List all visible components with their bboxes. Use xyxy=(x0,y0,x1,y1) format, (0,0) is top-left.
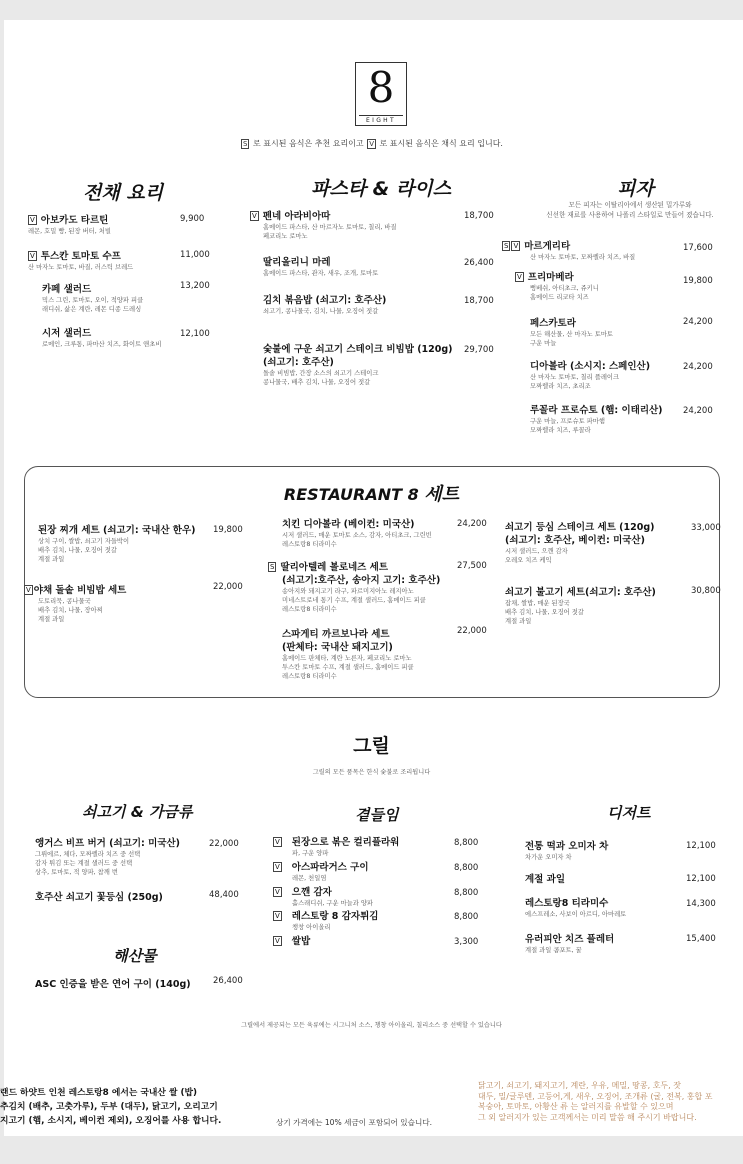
allergy-line: 복숭아, 토마토, 아황산 류 는 알러지를 유발할 수 있으며 xyxy=(478,1102,674,1111)
item-name: 호주산 쇠고기 꽃등심 (250g) xyxy=(35,892,163,903)
vegetarian-tag: V xyxy=(275,937,280,945)
item-desc: 계절 과일 xyxy=(505,618,532,625)
menu-item xyxy=(35,837,180,877)
vegetarian-tag: V xyxy=(275,912,280,920)
item-name: 야채 돌솥 비빔밥 세트 xyxy=(33,585,127,596)
restaurant-logo xyxy=(355,62,407,126)
grill-note: 그릴의 모든 품목은 한식 숯불로 조리됩니다 xyxy=(312,769,431,776)
set-title-en: RESTAURANT 8 xyxy=(283,485,419,504)
item-name: 김치 볶음밥 (쇠고기: 호주산) xyxy=(263,295,387,306)
vegetarian-tag: V xyxy=(26,586,31,594)
item-price: 48,400 xyxy=(209,890,239,900)
item-name-2: (쇠고기: 호주산, 베이컨: 미국산) xyxy=(505,535,645,546)
item-desc: 배추 김치, 나물, 오징어 젓갈 xyxy=(505,609,584,616)
menu-item xyxy=(42,283,143,314)
item-price: 30,800 xyxy=(691,586,721,596)
item-desc: 홈메이드 파스타, 산 마르자노 토마토, 칠리, 바질 xyxy=(263,224,397,231)
item-desc: 페코리노 로마노 xyxy=(263,233,308,240)
menu-item xyxy=(250,210,397,241)
item-name: 된장 찌개 세트 (쇠고기: 국내산 한우) xyxy=(38,525,196,536)
menu-item xyxy=(268,561,440,614)
item-price: 9,900 xyxy=(180,214,205,224)
item-name-2: (판체타: 국내산 돼지고기) xyxy=(282,642,393,653)
item-price: 8,800 xyxy=(454,838,479,848)
item-desc: 구운 마늘 xyxy=(530,340,557,347)
menu-item xyxy=(282,518,432,549)
menu-item xyxy=(530,404,663,435)
item-desc: 감자 튀김 또는 계절 샐러드 중 선택 xyxy=(35,860,133,867)
item-name: 페스카토라 xyxy=(530,318,576,329)
origin-line: 추김치 (배추, 고춧가루), 두부 (대두), 닭고기, 오리고기 xyxy=(0,1102,218,1112)
item-name: 유러피안 치즈 플레터 xyxy=(525,934,615,945)
set-title-ko: 세트 xyxy=(424,484,460,505)
vegetarian-tag: V xyxy=(275,863,280,871)
item-price: 22,000 xyxy=(209,839,239,849)
item-desc: 오레오 치즈 케익 xyxy=(505,557,552,564)
item-price: 19,800 xyxy=(213,525,243,535)
item-name: 으깬 감자 xyxy=(291,887,332,898)
item-desc: 홀스래디쉬, 구운 마늘과 양파 xyxy=(292,900,373,907)
menu-item xyxy=(282,628,414,681)
menu-item xyxy=(35,978,191,991)
item-price: 12,100 xyxy=(686,874,716,884)
item-name: 치킨 디아볼라 (베이컨: 미국산) xyxy=(282,519,415,530)
menu-item xyxy=(525,873,565,886)
allergy-line: 닭고기, 쇠고기, 돼지고기, 계란, 우유, 메밀, 땅콩, 호두, 잣 xyxy=(478,1081,681,1090)
menu-item xyxy=(273,935,310,948)
item-desc: 산 마자노 토마토, 모짜렐라 치즈, 바질 xyxy=(530,254,636,261)
item-name: 앵거스 비프 버거 (쇠고기: 미국산) xyxy=(35,838,181,849)
item-name: 계절 과일 xyxy=(525,874,566,885)
allergy-line: 그 외 알러지가 있는 고객께서는 미리 말씀 해 주시기 바랍니다. xyxy=(478,1112,697,1122)
item-desc: 시저 샐러드, 으깬 감자 xyxy=(505,548,568,555)
item-desc: 로메인, 크루통, 파마산 치즈, 화이트 앤초비 xyxy=(42,341,162,348)
menu-item xyxy=(273,861,369,883)
allergy-line: 대두, 밀/글루텐, 고등어,게, 새우, 오징어, 조개류 (굴, 전복, 홍합 포 xyxy=(478,1091,713,1101)
menu-item xyxy=(263,256,378,278)
item-price: 29,700 xyxy=(464,345,494,355)
item-desc: 콩나물국, 배추 김치, 나물, 오징어 젓갈 xyxy=(263,379,371,386)
item-desc: 투스칸 토마토 수프, 계절 샐러드, 홈메이드 피클 xyxy=(282,664,414,671)
item-price: 11,000 xyxy=(180,250,210,260)
beef-title: 쇠고기 & 가금류 xyxy=(82,803,193,821)
item-price: 8,800 xyxy=(454,863,479,873)
vegetarian-tag: V xyxy=(369,140,374,148)
item-name: 스파게티 까르보나라 세트 xyxy=(282,629,390,640)
item-price: 24,200 xyxy=(683,317,713,327)
seafood-title: 해산물 xyxy=(113,947,157,965)
origin-line: 지고기 (햄, 소시지, 베이컨 제외), 오징어를 사용 합니다. xyxy=(0,1116,222,1126)
item-price: 22,000 xyxy=(213,582,243,592)
recommended-tag: S xyxy=(243,140,248,148)
item-desc: 홈메이드 파스타, 관자, 새우, 조개, 토마토 xyxy=(263,270,379,277)
item-desc: 뻥베쉬, 아티초크, 쥬키니 xyxy=(530,285,599,292)
item-desc: 래디쉬, 삶은 계란, 레몬 디종 드레싱 xyxy=(42,306,142,313)
item-name: 프리마베라 xyxy=(527,272,574,283)
menu-item xyxy=(38,524,196,564)
recommended-tag: S xyxy=(504,242,509,250)
item-desc: 레몬, 호밀 빵, 된장 버터, 처빌 xyxy=(28,228,111,235)
item-price: 26,400 xyxy=(213,976,243,986)
menu-item xyxy=(505,586,656,626)
pizza-note xyxy=(520,200,740,220)
item-name: 레스토랑 8 감자튀김 xyxy=(291,911,379,922)
menu-item xyxy=(515,271,599,302)
item-name: 디아볼라 (소시지: 스페인산) xyxy=(530,361,651,372)
menu-item xyxy=(525,840,608,862)
item-price: 22,000 xyxy=(457,626,487,636)
item-price: 19,800 xyxy=(683,276,713,286)
item-desc: 레스토랑8 티라미수 xyxy=(282,673,337,680)
item-price: 12,100 xyxy=(686,841,716,851)
item-desc: 산 마자노 토마토, 칠리 플레이크 xyxy=(530,374,620,381)
item-desc: 미네스트로네 통기 수프, 계절 샐러드, 홈메이드 피클 xyxy=(282,597,426,604)
item-name: 된장으로 볶은 컬리플라워 xyxy=(291,837,400,848)
item-desc: 도토리묵, 콩나물국 xyxy=(38,598,91,605)
item-desc: 상추, 토마토, 적 양파, 참깨 번 xyxy=(35,869,118,876)
desserts-title: 디저트 xyxy=(607,804,651,822)
legend-text-1: 로 표시된 음식은 추천 요리이고 xyxy=(253,139,364,148)
tax-notice: 상기 가격에는 10% 세금이 포함되어 있습니다. xyxy=(276,1118,433,1127)
item-price: 12,100 xyxy=(180,329,210,339)
item-desc: 레몬, 천일염 xyxy=(292,875,327,882)
item-name: 레스토랑8 티라미수 xyxy=(525,898,609,909)
item-desc: 배추 김치, 나물, 오징어 젓갈 xyxy=(38,547,117,554)
menu-item xyxy=(28,214,111,236)
vegetarian-tag: V xyxy=(30,216,35,224)
menu-item xyxy=(263,294,386,316)
item-price: 27,500 xyxy=(457,561,487,571)
menu-item xyxy=(24,584,126,624)
item-desc: 믹스 그린, 토마토, 오이, 적양파 피클 xyxy=(42,297,144,304)
item-desc: 챙창 아이올리 xyxy=(292,924,331,931)
item-desc: 쇠고기, 콩나물국, 김치, 나물, 오징어 젓갈 xyxy=(263,308,379,315)
item-desc: 레스토랑8 티라미수 xyxy=(282,541,337,548)
item-desc: 송아지와 돼지고기 라구, 파르미지아노 레지아노 xyxy=(282,588,414,595)
item-desc: 차가운 오미자 차 xyxy=(525,854,572,861)
item-desc: 상치 구이, 쌀밥, 쇠고기 자들박이 xyxy=(38,538,130,545)
item-price: 18,700 xyxy=(464,296,494,306)
allergy-notice xyxy=(478,1081,713,1123)
set-menu-title xyxy=(0,480,743,506)
menu-item xyxy=(530,317,613,348)
menu-item xyxy=(263,343,453,387)
pasta-title: 파스타 & 라이스 xyxy=(311,178,451,200)
item-price: 26,400 xyxy=(464,258,494,268)
item-name: 마르게리타 xyxy=(524,241,571,252)
item-desc: 산 마자노 토마토, 바질, 러스틱 브레드 xyxy=(28,264,134,271)
menu-item xyxy=(273,886,373,908)
item-desc: 홈메이드 리코타 치즈 xyxy=(530,294,589,301)
item-name: 쇠고기 불고기 세트(쇠고기: 호주산) xyxy=(505,587,656,598)
pizza-note-line: 신선한 재료를 사용하여 나폴리 스타일로 만들어 졌습니다. xyxy=(546,211,714,219)
item-price: 3,300 xyxy=(454,937,479,947)
vegetarian-tag: V xyxy=(252,212,257,220)
item-price: 24,200 xyxy=(683,362,713,372)
item-price: 24,200 xyxy=(457,519,487,529)
item-name: 루꼴라 프로슈토 (햄: 이태리산) xyxy=(530,405,663,416)
item-price: 17,600 xyxy=(683,243,713,253)
item-desc: 시저 샐러드, 매운 토마토 소스, 감자, 아티초크, 그린빈 xyxy=(282,532,432,539)
grill-title: 그릴 xyxy=(353,735,390,757)
item-name: 숯불에 구운 쇠고기 스테이크 비빔밥 (120g) xyxy=(263,344,453,355)
item-desc: 돌솥 비빔밥, 간장 소스의 쇠고기 스테이크 xyxy=(263,370,379,377)
item-price: 14,300 xyxy=(686,899,716,909)
menu-item xyxy=(28,250,133,272)
item-name: 카페 샐러드 xyxy=(42,284,92,295)
legend-text-2: 로 표시된 음식은 채식 요리 입니다. xyxy=(379,139,503,148)
item-name: 쌀밥 xyxy=(291,936,311,947)
item-name-2: (쇠고기:호주산, 송아지 고기: 호주산) xyxy=(282,575,441,586)
item-desc: 모짜렐라 치즈, 초리조 xyxy=(530,383,591,390)
item-desc: 모짜렐라 치즈, 루꼴라 xyxy=(530,427,591,434)
item-name: 펜네 아라비아따 xyxy=(262,211,331,222)
menu-item xyxy=(525,897,626,919)
vegetarian-tag: V xyxy=(513,242,519,250)
item-price: 24,200 xyxy=(683,406,713,416)
vegetarian-tag: V xyxy=(517,273,522,281)
item-name: 딸리아텔레 볼로네즈 세트 xyxy=(280,562,389,573)
item-price: 15,400 xyxy=(686,934,716,944)
item-desc: 홈메이드 판체타, 계란 노른자, 페코리노 로마노 xyxy=(282,655,412,662)
item-name: 전통 떡과 오미자 차 xyxy=(525,841,609,852)
menu-item xyxy=(525,933,614,955)
item-desc: 파, 구운 양파 xyxy=(292,850,329,857)
item-price: 18,700 xyxy=(464,211,494,221)
item-name: 시저 샐러드 xyxy=(42,328,92,339)
item-desc: 잡채, 쌀밥, 매운 된장국 xyxy=(505,600,570,607)
vegetarian-tag: V xyxy=(275,838,280,846)
logo-digit: 8 xyxy=(367,63,395,112)
item-name-2: (쇠고기: 호주산) xyxy=(263,357,334,368)
menu-item xyxy=(505,521,655,565)
item-desc: 계절 과일 콤포트, 꿀 xyxy=(525,947,582,954)
item-desc: 구운 마늘, 프로슈토 파마햄 xyxy=(530,418,605,425)
item-desc: 레스토랑8 티라미수 xyxy=(282,606,337,613)
menu-item xyxy=(273,910,378,932)
menu-item xyxy=(530,360,650,391)
logo-word: EIGHT xyxy=(359,115,403,125)
item-price: 13,200 xyxy=(180,281,210,291)
item-desc: 모든 해산물, 산 마자노 토마토 xyxy=(530,331,614,338)
pizza-note-line: 모든 피자는 이탈리아에서 생산된 밀가루와 xyxy=(568,201,692,209)
item-price: 8,800 xyxy=(454,912,479,922)
item-name: ASC 인증을 받은 연어 구이 (140g) xyxy=(35,979,191,990)
pizza-title: 피자 xyxy=(617,178,654,200)
item-desc: 그뤼에르, 체다, 모짜렐라 치즈 중 선택 xyxy=(35,851,141,858)
vegetarian-tag: V xyxy=(30,252,35,260)
appetizers-title: 전채 요리 xyxy=(83,182,164,204)
menu-item xyxy=(273,836,399,858)
item-name: 쇠고기 등심 스테이크 세트 (120g) xyxy=(505,522,655,533)
item-desc: 계절 과일 xyxy=(38,556,65,563)
menu-item xyxy=(502,240,635,262)
item-desc: 에스프레소, 사보이 아르디, 아마레토 xyxy=(525,911,627,918)
origin-line: 랜드 하얏트 인천 레스토랑8 에서는 국내산 쌀 (밥) xyxy=(0,1088,198,1098)
menu-item xyxy=(35,891,163,904)
vegetarian-tag: V xyxy=(275,888,280,896)
item-desc: 배추 김치, 나물, 장아찌 xyxy=(38,607,103,614)
item-price: 8,800 xyxy=(454,888,479,898)
item-name: 아보카도 타르틴 xyxy=(40,215,109,226)
sides-title: 곁들임 xyxy=(355,806,399,824)
item-desc: 계절 과일 xyxy=(38,616,65,623)
menu-item xyxy=(42,327,161,349)
item-price: 33,000 xyxy=(691,523,721,533)
item-name: 투스칸 토마토 수프 xyxy=(40,251,121,262)
origin-statement xyxy=(0,1086,221,1128)
grill-footer-note: 그릴에서 제공되는 모든 육류에는 시그니처 소스, 챙창 아이올리, 칠리소스 중 선택할 수 있습니다 xyxy=(241,1022,502,1029)
recommended-tag: S xyxy=(270,563,275,571)
item-name: 아스파라거스 구이 xyxy=(291,862,369,873)
legend-notice xyxy=(0,138,743,149)
item-name: 딸리올리니 마레 xyxy=(263,257,331,268)
